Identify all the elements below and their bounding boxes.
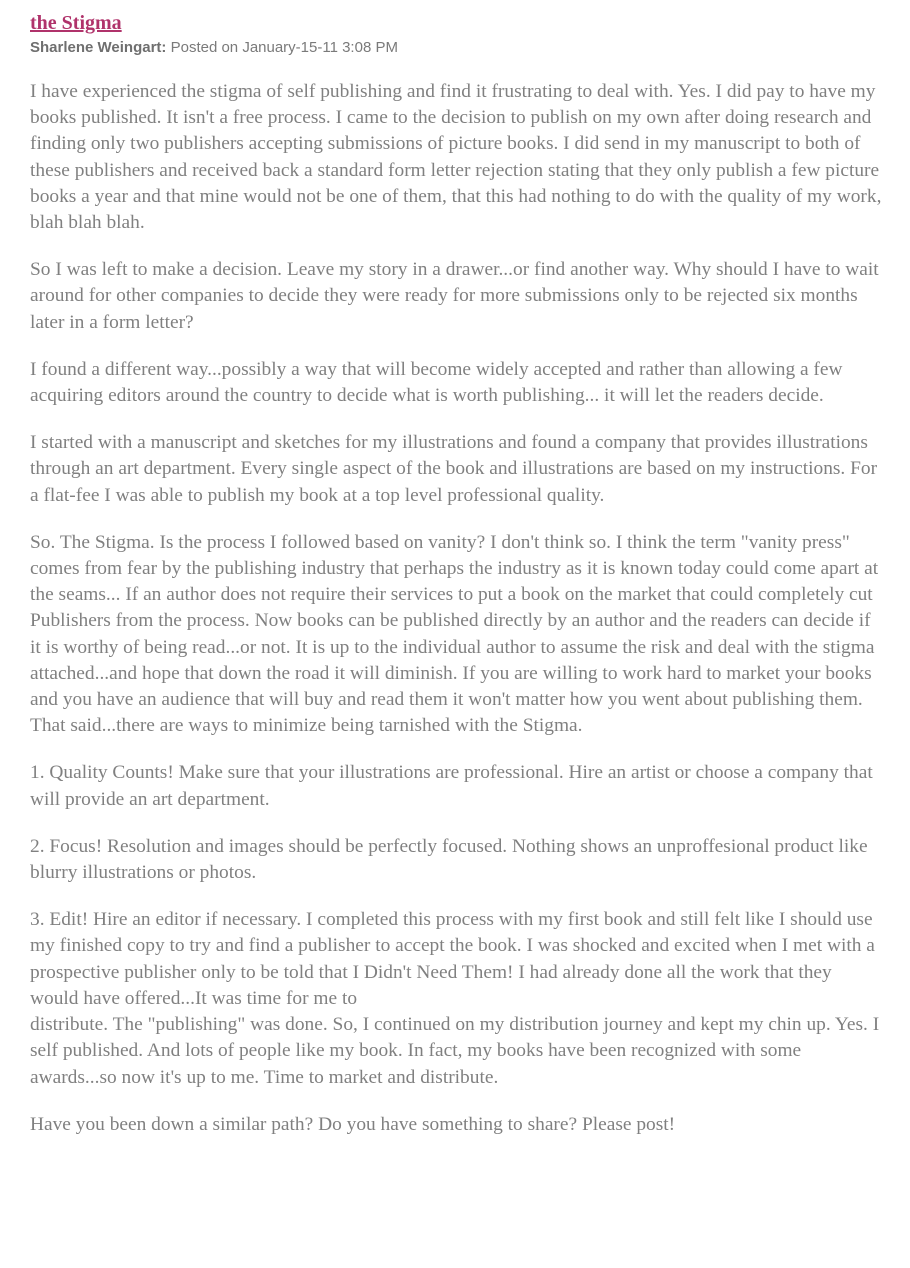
post-meta (30, 37, 882, 59)
post-paragraph: I found a different way...possibly a way that will become widely accepted and rather than allowing a few acquiring editors around the country to decide what is worth publishing... it will let the readers decide. (30, 358, 843, 407)
post-list-item-edit-continued: distribute. The "publishing" was done. So, I continued on my distribution journey and kept my chin up. Yes. I self published. And lots of people like my book. In fact, my books have been recognized with some awards...so now it's up to me. Time to market and distribute. (30, 1014, 880, 1088)
post-list-item-quality: 1. Quality Counts! Make sure that your illustrations are professional. Hire an artist or choose a company that will provide an art department. (30, 762, 873, 810)
post-list-item-edit-text: 3. Edit! Hire an editor if necessary. I completed this process with my first book and still felt like I should use my finished copy to try and find a publisher to accept the book. I was shocked and excited when I met with a prospective publisher only to be told that I Didn't Need Them! I had already done all the work that they would have offered...It was time for me to (30, 909, 875, 1009)
post-paragraph: I have experienced the stigma of self publishing and find it frustrating to deal with. Yes. I did pay to have my books published. It isn't a free process. I came to the decision to publish on my own after doing research and finding only two publishers accepting submissions of picture books. I did send in my manuscript to both of these publishers and received back a standard form letter rejection stating that they only publish a few picture books a year and that mine would not be one of them, that this had nothing to do with the quality of my work, blah blah blah. (30, 81, 882, 234)
post-paragraph: So. The Stigma. Is the process I followed based on vanity? I don't think so. I think the term "vanity press" comes from fear by the publishing industry that perhaps the industry as it is known today could come apart at the seams... If an author does not require their services to put a book on the market that could completely cut Publishers from the process. Now books can be published directly by an author and the readers can decide if it is worthy of being read...or not. It is up to the individual author to assume the risk and deal with the stigma attached...and hope that down the road it will diminish. If you are willing to work hard to market your books and you have an audience that will buy and read them it won't matter how you went about publishing them. That said...there are ways to minimize being tarnished with the Stigma. (30, 531, 879, 737)
post-title-link[interactable]: the Stigma (30, 12, 122, 34)
post-author: Sharlene Weingart: (30, 39, 167, 56)
forum-post (30, 10, 882, 1159)
post-list-item-focus: 2. Focus! Resolution and images should be perfectly focused. Nothing shows an unproffesional product like blurry illustrations or photos. (30, 835, 868, 884)
post-paragraph: I started with a manuscript and sketches for my illustrations and found a company that provides illustrations through an art department. Every single aspect of the book and illustrations are based on my instructions. For a flat-fee I was able to publish my book at a top level professional quality. (30, 432, 878, 506)
post-closing-question: Have you been down a similar path? Do you have something to share? Please post! (30, 1113, 676, 1135)
post-body (30, 79, 882, 1138)
post-paragraph: So I was left to make a decision. Leave my story in a drawer...or find another way. Why should I have to wait around for other companies to decide they were ready for more submissions only to be rejected six months later in a form letter? (30, 259, 879, 333)
post-list-item-edit (30, 907, 882, 1090)
post-timestamp: Posted on January-15-11 3:08 PM (170, 39, 398, 56)
